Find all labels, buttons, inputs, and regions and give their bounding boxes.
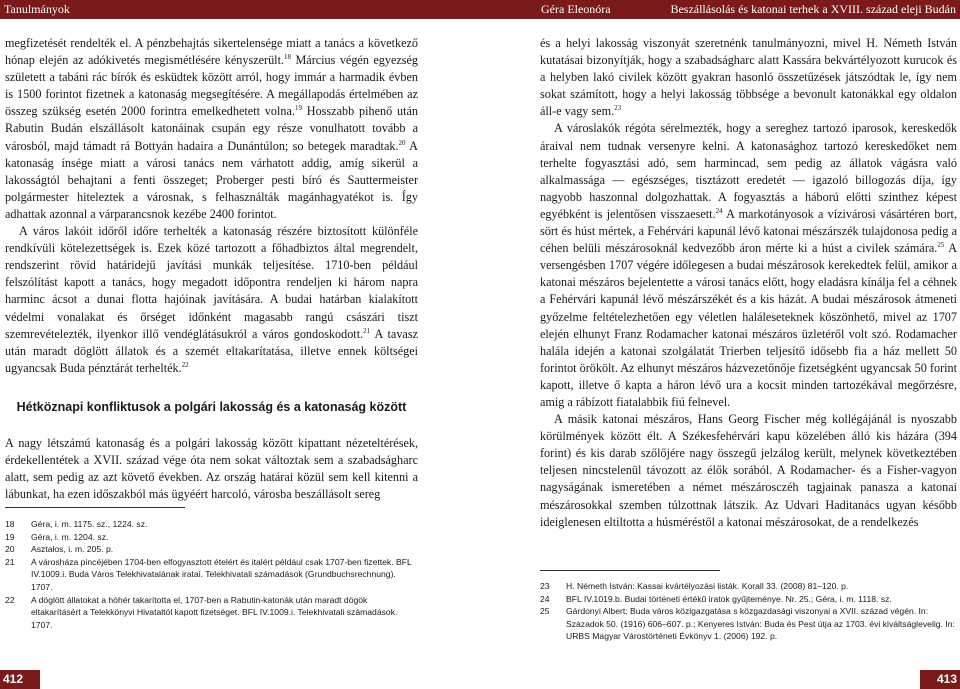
footnote-divider <box>5 507 185 508</box>
footnote-ref: 23 <box>614 104 622 113</box>
left-column <box>5 35 418 503</box>
footnotes-left <box>5 518 415 631</box>
footnote-item: 25 Gárdonyi Albert: Buda város közigazgatása s közgazdasági viszonyai a XVII. század végén. In: Századok 50. (1916) 606–607. p.; Kenyeres István: Buda és Pest útja az 1703. évi kiváltságlevelig. In: URBS Magyar Várostörténeti Évkönyv 1. (2006) 192. p. <box>540 606 955 642</box>
footnote-ref: 24 <box>715 206 723 215</box>
footnote-item: 19 Géra, i. m. 1204. sz. <box>5 531 109 542</box>
footnote-ref: 22 <box>181 360 189 369</box>
right-column <box>540 35 957 531</box>
footnote-ref: 21 <box>363 326 371 335</box>
left-paragraph-3: A nagy létszámú katonaság és a polgári lakosság között kipattant nézeteltérések, érdekellentétek a XVII. század vége óta nem sokat változtak sem a szabadságharc alatt, sem pedig az azt követő években. Az ország határai közül sem kell kitenni a lábunkat, ha ezen időszakból más ügyéért harcoló, városba beszállásolt sereg <box>5 435 418 502</box>
right-paragraph-3: A másik katonai mészáros, Hans Georg Fischer még kollégájánál is nyoszabb körülmények között élt. A Székesfehérvári kapu közelében álló kis házára (394 forint) és kis darab szőlőjére nagy összegű jelzálog került, melynek következtében teljesen nincstelenül távozott az élők sorából. A Rodamacher- és a Fisher-vagyon nagyságának ismeretében a német mészárosczéh tagjainak panasza a katonai mészárosokkal szemben túlzottnak látszik. Az Udvari Haditanács ugyan később ideiglenesen eltiltotta a húsméréstől a katonai mészárosokat, de a rendelkezés <box>540 412 957 529</box>
footnote-divider <box>540 570 720 571</box>
section-label: Tanulmányok <box>4 2 70 16</box>
footnote-item: 24 BFL IV.1019.b. Budai történeti értékű iratok gyűjteménye. Nr. 25.; Géra, i. m. 1118. sz. <box>540 593 892 604</box>
footnote-item: 23 H. Németh István: Kassai kvártélyozási listák. Korall 33. (2008) 81–120. p. <box>540 581 849 591</box>
footnote-ref: 20 <box>398 138 406 147</box>
footnote-item: 18 Géra, i. m. 1175. sz., 1224. sz. <box>5 519 148 529</box>
section-heading: Hétköznapi konfliktusok a polgári lakosság és a katonaság között <box>16 399 407 414</box>
page-number-right: 413 <box>920 670 960 689</box>
footnote-ref: 25 <box>937 241 945 250</box>
right-paragraph-2: A városlakók régóta sérelmezték, hogy a sereghez tartozó iparosok, kereskedők áraival nem tudnak versenyre kelni. A katonasághoz tartozó kereskedőket nem terhelte fogyasztási adó, sem harmincad, sem pedig az állatok vágásra való alkalmassága — egészséges, tisztázott eredetét — igazoló billogozás díja, így nagyobb haszonnal dolgozhattak. A fogyasztás a háború előtti szinthez képest egyébként is jelentősen visszaesett.$^{24}$ A markotányosok a vízivárosi vásártéren bort, sört és húst mértek, a Fehérvári kapunál lévő katonai mészárszék tulajdonosa pedig a céhen belüli mészárosoknál kedvezőbb áron mérte ki a húst a civilek számára.$^{25}$ A versengésben 1707 végére időlegesen a budai mészárosok kerekedtek felül, amikor a katonai mészáros bejelentette a városi tanács előtt, hogy eladásra kínálja fel a céhnek a Fehérvári kapunál lévő mészárszékét és a kis házát. A budai mészárosok átmeneti győzelme feltételezhetően egy véletlen haláleseteknek köszönhető, mivel az 1707 elején elhunyt Franz Rodamacher katonai mészáros üzletéről volt szó. Rodamacher halála idején a katonai szolgálatát Trierben teljesítő idősebb fia a ház mellett 50 forintot örökölt. Az elhunyt mészáros házvezetőnője fizetségként ugyancsak 50 forint kapott, illetve ő kapta a háron lévő ura a kocsit minden tartozékával megőrzésre, amig a rábízott fiatalabbik fiú felnevel. <box>540 121 957 409</box>
author-name: Géra Eleonóra <box>541 2 611 16</box>
page-number-left: 412 <box>0 670 40 689</box>
footnote-ref: 19 <box>294 104 302 113</box>
left-paragraph-2: A város lakóit időről időre terhelték a katonaság részére biztosított különféle rendkívüli kötelezettségek is. Ezek közé tartozott a főhadbiztos által megrendelt, rendszerint rövid határidejű javítási munkák teljesítése. 1710-ben például felszólítást kapott a tanács, hogy megadott időpontra rendeljen ki három napra harminc ácsot a dunai flotta hajóinak javítására. A budai határban kialakított védelmi vonalakat és őrséget időnként magasabb rangú császári tiszt szemrevételezték, ilyenkor illő vendéglátásukról a város gondoskodott.$^{21}$ A tavasz után maradt döglött állatok és a szemét eltakarítatása, illetve ennek költségei ugyancsak Buda pénztárát terhelték.$^{22}$ <box>5 224 418 375</box>
footnote-item: 22 A döglött állatokat a hóhér takarította el, 1707-ben a Rabutin-katonák után maradt dögök eltakarításért a Telekkönyvi Hivataltól kapott fizetséget. BFL IV.1009.i. Telekhivatali számadások. 1707. <box>5 594 398 630</box>
left-paragraph-1: megfizetését rendelték el. A pénzbehajtás sikertelensége miatt a tanács a következő hónap elején az adókivetés megismétlésére kényszerült.$^{18}$ Március végén egyezség született a tabáni rác bírók és esküdtek között arról, hogy immár a harmadik évben is 1500 forintot fizetnek a katonaság megsegítésére. A megállapodás értelmében az összeg szükség esetén 2000 forintra emelkedhetett volna.$^{19}$ Hosszabb pihenő után Rabutin Budán elszállásolt katonáinak csupán egy része vonulhatott tovább a városból, majd támadt rá Bottyán hadaira a Dunántúlon; so betegek maradtak.$^{20}$ A katonaság ínsége miatt a városi tanács nem várhatott addig, amíg sikerül a lakosságtól behajtani a fenti összeget; Proberger pesti bíró és Sauttermeister polgármester hiteleztek a városnak, s felhasználták magánhagyatékot is. Így adhattak azonnal a várparancsnok kezébe 2400 forintot. <box>5 36 419 221</box>
article-title: Beszállásolás és katonai terhek a XVIII. század eleji Budán <box>670 2 956 16</box>
running-header <box>0 0 960 19</box>
footnote-item: 20 Asztalos, i. m. 205. p. <box>5 544 114 555</box>
footnote-item: 21 A városháza pincéjében 1704-ben elfogyasztott ételért és italért például csak 1707-ben fizettek. BFL IV.1009.i. Buda Város Telekhivatalának iratai. Telekhivatali számadások (Grundbuchsrechnung). 1707. <box>5 556 412 592</box>
right-paragraph-1: és a helyi lakosság viszonyát szeretnénk tanulmányozni, mivel H. Németh István kutatásai bizonyítják, hogy a szabadságharc alatt Kassára bekvártélyozott kurucok és a helyben lakó civilek között gyakran hasonló összetűzések játszódtak le, így nem sokat számított, hogy a helyi lakosság többsége a bevonult katonákkal egy oldalon áll-e vagy sem.$^{23}$ <box>540 36 957 119</box>
footnote-ref: 18 <box>284 53 292 62</box>
footnotes-right <box>540 580 957 643</box>
